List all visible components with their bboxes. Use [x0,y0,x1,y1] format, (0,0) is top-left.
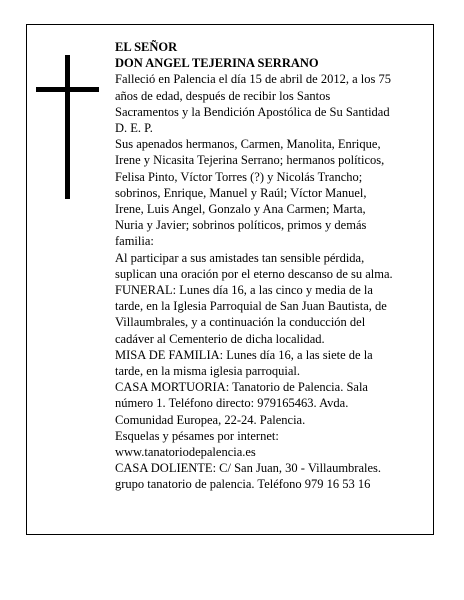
family-line: Sus apenados hermanos, Carmen, Manolita, Enrique, [115,137,381,152]
family-line: sobrinos, Enrique, Manuel y Raúl; Víctor Manuel, [115,185,367,200]
website-link: www.tanatoriodepalencia.es [115,445,256,460]
prayer-request-line: suplican una oración por el eterno descanso de su alma. [115,266,393,281]
online-condolences-line: Esquelas y pésames por internet: [115,428,279,443]
prayer-request-line: Al participar a sus amistades tan sensible pérdida, [115,250,365,265]
death-announcement-line: años de edad, después de recibir los Santos [115,88,331,103]
family-line: Irene y Nicasita Tejerina Serrano; hermanos políticos, [115,153,385,168]
funeral-line: FUNERAL: Lunes día 16, a las cinco y media de la [115,283,373,298]
funeral-group-phone-line: grupo tanatorio de palencia. Teléfono 979 16 53 16 [115,477,371,492]
cross-icon [36,55,99,199]
funeral-home-line: Comunidad Europea, 22-24. Palencia. [115,412,306,427]
family-line: familia: [115,234,154,249]
funeral-line: Villaumbrales, y a continuación la conducción del [115,315,366,330]
deceased-name: DON ANGEL TEJERINA SERRANO [115,56,319,71]
family-line: Irene, Luis Angel, Gonzalo y Ana Carmen; Marta, [115,202,366,217]
funeral-home-line: CASA MORTUORIA: Tanatorio de Palencia. Sala [115,380,368,395]
rip-line: D. E. P. [115,121,153,136]
family-line: Felisa Pinto, Víctor Torres (?) y Nicolás Trancho; [115,169,363,184]
family-home-line: CASA DOLIENTE: C/ San Juan, 30 - Villaumbrales. [115,461,382,476]
family-line: Nuria y Javier; sobrinos políticos, primos y demás [115,218,367,233]
family-mass-line: MISA DE FAMILIA: Lunes día 16, a las siete de la [115,347,373,362]
obituary-text [115,39,425,493]
funeral-home-line: número 1. Teléfono directo: 979165463. Avda. [115,396,349,411]
deceased-title: EL SEÑOR [115,40,178,54]
cross-vertical-bar [65,55,70,199]
death-announcement-line: Sacramentos y la Bendición Apostólica de Su Santidad [115,104,390,119]
funeral-line: cadáver al Cementerio de dicha localidad. [115,331,325,346]
death-announcement-line: Falleció en Palencia el día 15 de abril de 2012, a los 75 [115,72,391,87]
family-mass-line: tarde, en la misma iglesia parroquial. [115,364,301,379]
cross-horizontal-bar [36,87,99,92]
funeral-line: tarde, en la Iglesia Parroquial de San Juan Bautista, de [115,299,387,314]
